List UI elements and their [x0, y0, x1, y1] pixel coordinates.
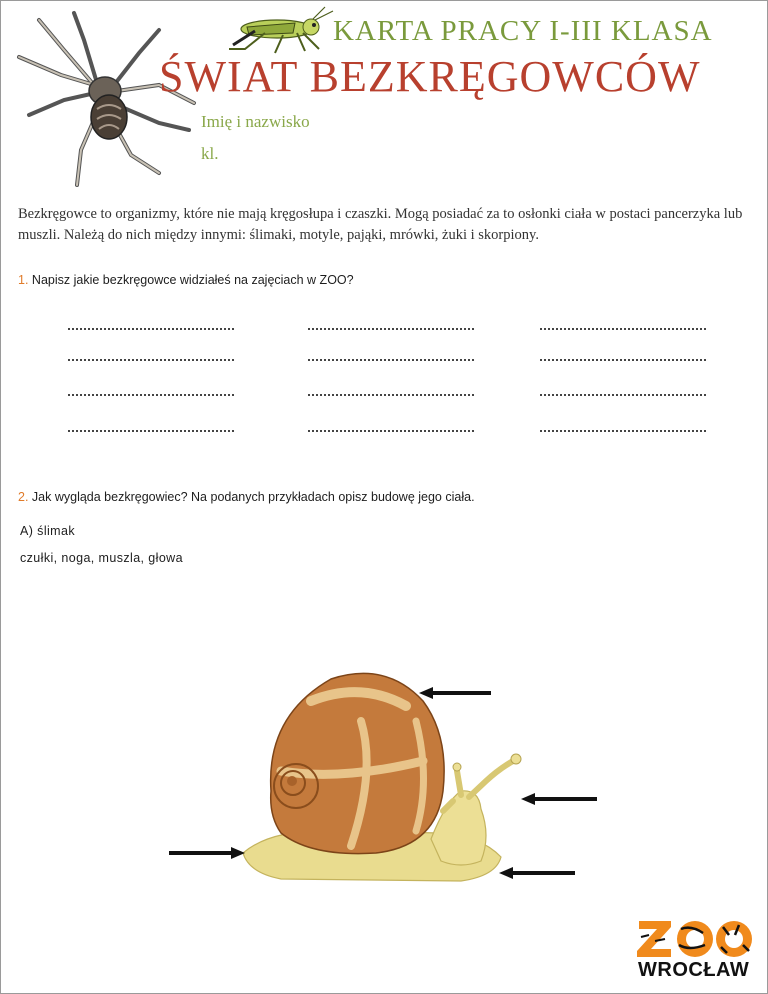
question-1-text: Napisz jakie bezkręgowce widziałeś na zajęciach w ZOO? [31, 273, 354, 287]
answer-line[interactable] [68, 328, 234, 330]
intro-paragraph: Bezkręgowce to organizmy, które nie mają kręgosłupa i czaszki. Mogą posiadać za to osłonki ciała w postaci pancerzyka lub muszli. Należą do nich między innymi: ślimaki, motyle, pająki, mrówki, żuki i skorpiony. [18, 206, 743, 243]
question-1-number: 1. [18, 273, 29, 287]
worksheet-subtitle: KARTA PRACY I-III KLASA [333, 15, 713, 47]
subsection-snail: A) ślimak [20, 524, 75, 538]
answer-line[interactable] [540, 430, 706, 432]
snail-illustration [161, 661, 611, 896]
answer-line[interactable] [68, 359, 234, 361]
class-field-label: kl. [201, 144, 219, 163]
body-parts-list: czułki, noga, muszla, głowa [20, 551, 183, 565]
answer-line[interactable] [540, 359, 706, 361]
worksheet-title: ŚWIAT BEZKRĘGOWCÓW [159, 52, 701, 101]
question-2-text: Jak wygląda bezkręgowiec? Na podanych przykładach opisz budowę jego ciała. [31, 490, 475, 504]
name-field-label: Imię i nazwisko [201, 112, 310, 131]
logo-wordmark: WROCŁAW [638, 959, 750, 981]
answer-line[interactable] [540, 394, 706, 396]
question-2 [18, 490, 475, 504]
answer-line[interactable] [308, 328, 474, 330]
question-2-number: 2. [18, 490, 29, 504]
answer-line[interactable] [68, 394, 234, 396]
answer-line[interactable] [308, 394, 474, 396]
question-1 [18, 273, 354, 287]
answer-line[interactable] [540, 328, 706, 330]
answer-line[interactable] [308, 430, 474, 432]
answer-line[interactable] [308, 359, 474, 361]
grasshopper-illustration [225, 5, 341, 57]
answer-lines [68, 316, 708, 441]
answer-line[interactable] [68, 430, 234, 432]
